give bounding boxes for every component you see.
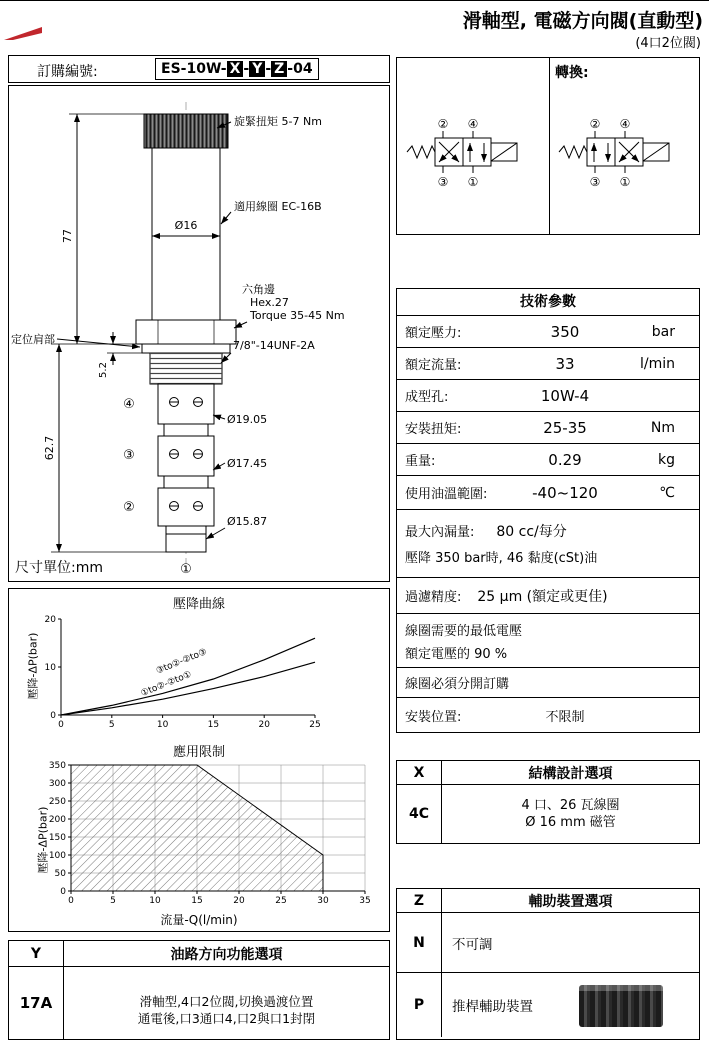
port-1-label: ①	[180, 562, 192, 577]
svg-text:20: 20	[233, 896, 245, 906]
svg-text:20: 20	[258, 720, 270, 729]
hex-flats	[136, 320, 236, 344]
model-code-x: X	[227, 61, 244, 77]
model-suffix: -04	[287, 61, 313, 77]
svg-text:250: 250	[48, 797, 66, 807]
svg-text:10: 10	[149, 896, 161, 906]
svg-text:5: 5	[108, 720, 115, 729]
svg-text:50: 50	[54, 869, 66, 879]
dim-cartridge-height: 62.7	[43, 435, 56, 461]
svg-text:25: 25	[309, 720, 321, 729]
port-2-label: ②	[123, 500, 135, 515]
x-row-line1: 4 口、26 瓦線圈	[521, 798, 620, 813]
x-row-code: 4C	[397, 785, 442, 843]
svg-text:35: 35	[359, 896, 371, 906]
y-row-line2: 通電後,口3通口4,口2與口1封閉	[137, 1011, 316, 1026]
application-limit-chart-ylabel: 壓降-ΔP(bar)	[36, 806, 50, 874]
page-top-rule	[0, 0, 709, 1]
valve-dimension-drawing	[9, 86, 389, 579]
y-table-title: 油路方向功能選項	[170, 946, 283, 963]
application-limit-chart-title: 應用限制	[172, 745, 225, 760]
z-row2-text: 推桿輔助裝置	[452, 999, 533, 1015]
spec-row-pressure: 額定壓力: 350 bar	[397, 316, 699, 348]
specs-table	[396, 288, 700, 733]
symbol-port-3: ③	[589, 175, 601, 189]
page-title: 滑軸型, 電磁方向閥(直動型)	[462, 10, 703, 32]
symbol-port-2: ②	[437, 117, 449, 131]
svg-text:350: 350	[48, 761, 66, 771]
svg-text:200: 200	[48, 815, 66, 825]
coil-tube	[152, 148, 220, 320]
z-row1-code: N	[397, 913, 442, 972]
charts-panel	[8, 588, 390, 932]
dim-port4-diameter: Ø19.05	[227, 413, 268, 426]
x-table-title: 結構設計選項	[528, 765, 613, 782]
port-4-label: ④	[123, 397, 135, 412]
pressure-drop-chart	[35, 611, 335, 729]
svg-text:100: 100	[48, 851, 66, 861]
specs-title: 技術參數	[397, 289, 699, 316]
model-sep2: -	[265, 61, 272, 77]
svg-text:20: 20	[44, 615, 56, 625]
switching-label: 轉換:	[555, 65, 589, 81]
svg-text:25: 25	[275, 896, 287, 906]
pressure-drop-chart-ylabel: 壓降-ΔP(bar)	[26, 632, 40, 700]
z-table-title: 輔助裝置選項	[528, 893, 613, 910]
spec-row-coil-voltage: 線圈需要的最低電壓 額定電壓的 90 %	[397, 614, 699, 668]
valve-symbol-deenergized	[399, 116, 547, 201]
order-number-box	[8, 55, 390, 83]
model-sep1: -	[243, 61, 250, 77]
spool-land-3	[158, 436, 214, 476]
application-limit-chart	[35, 759, 375, 907]
symbol-port-1: ①	[467, 175, 479, 189]
svg-text:0: 0	[68, 896, 74, 906]
hex-note-1: 六角邊	[242, 283, 275, 296]
structure-option-table	[396, 760, 700, 844]
dimension-unit-note: 尺寸單位:mm	[15, 560, 103, 576]
svg-text:15: 15	[207, 720, 220, 729]
symbol-port-4: ④	[619, 117, 631, 131]
spool-land-2	[158, 488, 214, 526]
dim-port3-diameter: Ø17.45	[227, 457, 268, 470]
spec-row-leakage: 最大內漏量: 80 cc/每分 壓降 350 bar時, 46 黏度(cSt)油	[397, 510, 699, 578]
spool-nose	[166, 534, 206, 552]
locating-shoulder	[142, 344, 230, 353]
svg-text:5: 5	[110, 896, 116, 906]
thread-note: 7/8"-14UNF-2A	[233, 339, 315, 352]
spec-row-coil-order: 線圈必須分開訂購	[397, 668, 699, 698]
hex-note-2: Hex.27	[250, 296, 289, 309]
y-code: Y	[9, 941, 64, 966]
svg-text:10: 10	[44, 663, 56, 673]
symbol-port-2: ②	[589, 117, 601, 131]
pressure-drop-chart-title: 壓降曲線	[172, 597, 225, 612]
spec-row-weight: 重量: 0.29 kg	[397, 444, 699, 476]
page-subtitle: (4口2位閥)	[635, 36, 701, 51]
svg-text:0: 0	[58, 720, 64, 729]
spring-symbol	[559, 146, 587, 158]
spec-row-filtration: 過濾精度: 25 μm (額定或更佳)	[397, 578, 699, 614]
model-code-z: Z	[271, 61, 287, 77]
brand-logo	[4, 24, 44, 42]
svg-text:300: 300	[48, 779, 66, 789]
switching-panel	[396, 57, 700, 235]
shoulder-note: 定位肩部	[11, 333, 55, 346]
model-code-y: Y	[249, 61, 265, 77]
spec-row-cavity: 成型孔: 10W-4	[397, 380, 699, 412]
drawing-panel	[8, 85, 390, 582]
model-prefix: ES-10W-	[161, 61, 227, 77]
symbol-port-1: ①	[619, 175, 631, 189]
knurled-nut	[144, 114, 228, 148]
hex-note-3: Torque 35-45 Nm	[250, 309, 345, 322]
symbol-port-3: ③	[437, 175, 449, 189]
auxiliary-option-table	[396, 888, 700, 1040]
symbol-port-4: ④	[467, 117, 479, 131]
y-row-line1: 滑軸型,4口2位閥,切換過渡位置	[139, 994, 314, 1009]
z-code: Z	[397, 889, 442, 912]
application-limit-chart-xlabel: 流量-Q(l/min)	[160, 913, 238, 927]
svg-text:150: 150	[48, 833, 66, 843]
model-code	[155, 58, 319, 80]
spring-symbol	[407, 146, 435, 158]
function-option-table	[8, 940, 390, 1040]
svg-text:15: 15	[191, 896, 203, 906]
push-rod-photo	[579, 985, 663, 1027]
spec-row-install-torque: 安裝扭矩: 25-35 Nm	[397, 412, 699, 444]
svg-text:③to②-②to③: ③to②-②to③	[154, 647, 209, 677]
spool-land-4	[158, 384, 214, 424]
z-row2-code: P	[397, 973, 442, 1037]
brand-logo-shape	[4, 27, 42, 40]
coil-note: 適用線圈 EC-16B	[234, 200, 322, 213]
spec-row-oil-temp: 使用油溫範圍: -40~120 ℃	[397, 476, 699, 510]
svg-text:0: 0	[50, 711, 56, 721]
y-row-code: 17A	[9, 967, 64, 1039]
svg-text:30: 30	[317, 896, 329, 906]
valve-symbol-energized	[551, 116, 699, 201]
x-code: X	[397, 761, 442, 784]
spec-row-flow: 額定流量: 33 l/min	[397, 348, 699, 380]
spec-row-mounting: 安裝位置: 不限制	[405, 709, 585, 725]
svg-text:10: 10	[156, 720, 169, 729]
dim-nose-diameter: Ø15.87	[227, 515, 268, 528]
svg-text:①to②-②to①: ①to②-②to①	[139, 669, 194, 700]
switching-divider	[549, 58, 550, 234]
x-row-line2: Ø 16 mm 磁管	[525, 815, 616, 830]
svg-text:0: 0	[60, 887, 66, 897]
order-number-label: 訂購編號:	[37, 64, 98, 80]
dim-shoulder-height: 5.2	[98, 362, 109, 378]
z-row1-text: 不可調	[452, 936, 493, 953]
dim-total-height: 77	[61, 229, 74, 243]
torque-note: 旋緊扭矩 5-7 Nm	[234, 115, 322, 128]
port-3-label: ③	[123, 448, 135, 463]
dim-coil-diameter: Ø16	[174, 219, 198, 232]
